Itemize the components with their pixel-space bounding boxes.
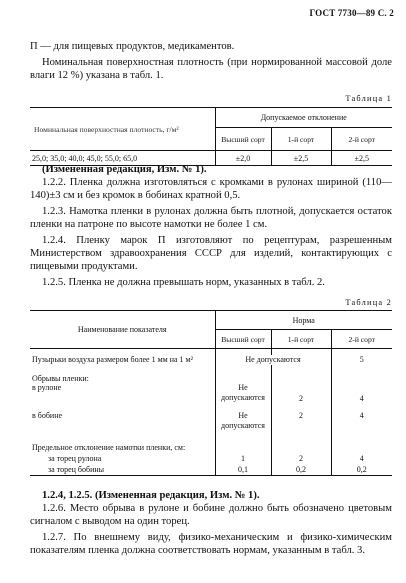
table2-dev-bobbin-value-2: 0,2 [331,464,392,476]
table2-grade-1: 1-й сорт [271,330,331,349]
table1-col-main: Номинальная поверхностная плотность, г/м² [30,108,215,151]
table2-bobbin-value-1: 2 [271,411,331,431]
table2-col-main: Наименование показателя [30,311,215,349]
table2-roll-value-1: 2 [271,383,331,403]
table2-dev-roll-value-top: 1 [215,453,271,464]
table2-bubbles-value: Не допускаются [215,355,331,365]
table2-bobbin-label: в бобине [32,410,63,420]
table2-dev-bobbin-value-top: 0,1 [215,464,271,476]
table2-bobbin-value-2: 4 [331,411,392,431]
table2-dev-bobbin-label: за торец бобины [48,464,105,474]
table2-deviation-title: Предельное отклонение намотки пленки, см: [32,442,186,452]
table1-value-1: ±2,5 [271,151,331,166]
table2-roll-label: в рулоне [32,382,62,392]
page-header: ГОСТ 7730—89 С. 2 [309,8,394,18]
table2-caption: Таблица 2 [345,298,392,307]
table2-bubbles-value-2: 5 [331,355,392,365]
table-1 [30,107,392,166]
table1-grade-1: 1-й сорт [271,128,331,151]
table2-roll-value-2: 4 [331,383,392,403]
clause-1-2-2: 1.2.2. Пленка должна изготовляться с кромками в рулонах шириной (110—140)±3 см и без кромок в бобинах кратной 0,5. [30,177,392,201]
clause-1-2-5: 1.2.5. Пленка не должна превышать норм, указанных в табл. 2. [42,277,325,288]
table1-grade-2: 2-й сорт [331,128,392,151]
table2-bubbles-label: Пузырьки воздуха размером более 1 мм на 1 м² [32,354,193,364]
table2-col-group: Норма [215,311,392,330]
table2-grade-2: 2-й сорт [331,330,392,349]
table2-dev-roll-value-1: 2 [271,453,331,464]
table1-grade-top: Высший сорт [215,128,271,151]
table1-row-label: 25,0; 35,0; 40,0; 45,0; 55,0; 65,0 [32,153,138,163]
clause-1-2-3: 1.2.3. Намотка пленки в рулонах должна быть плотной, допускается остаток пленки на патроне по высоте намотки не более 1 см. [30,206,392,230]
table2-grade-top: Высший сорт [215,330,271,349]
table2-dev-roll-label: за торец рулона [48,453,102,463]
intro-line-1: П — для пищевых продуктов, медикаментов. [30,41,235,52]
table-2 [30,310,392,476]
clause-1-2-6: 1.2.6. Место обрыва в рулоне и бобине должно быть обозначено цветовым сигналом с выводом на один торец. [30,503,392,527]
table1-value-top: ±2,0 [215,151,271,166]
table1-caption: Таблица 1 [345,94,392,103]
table2-roll-value-top: Не допускаются [215,383,271,403]
clause-1-2-4: 1.2.4. Пленку марок П изготовляют по рецептурам, разрешенным Министерством здравоохранения СССР для изделий, контактирующих с пищевыми продуктами. [30,235,392,272]
intro-line-2: Номинальная поверхностная плотность (при нормированной массовой доле влаги 12 %) указана в табл. 1. [30,57,392,81]
table1-col-group: Допускаемое отклонение [215,108,392,128]
amendment-note-1: (Измененная редакция, Изм. № 1). [42,164,207,175]
table1-value-2: ±2,5 [331,151,392,166]
table2-dev-roll-value-2: 4 [331,453,392,464]
table2-breaks-title: Обрывы пленки: [32,373,89,383]
table2-dev-bobbin-value-1: 0,2 [271,464,331,476]
amendment-note-2: 1.2.4, 1.2.5. (Измененная редакция, Изм. № 1). [42,490,260,501]
table2-bobbin-value-top: Не допускаются [215,411,271,431]
clause-1-2-7: 1.2.7. По внешнему виду, физико-механическим и физико-химическим показателям пленка должна соответствовать нормам, указанным в табл. 3. [30,532,392,556]
